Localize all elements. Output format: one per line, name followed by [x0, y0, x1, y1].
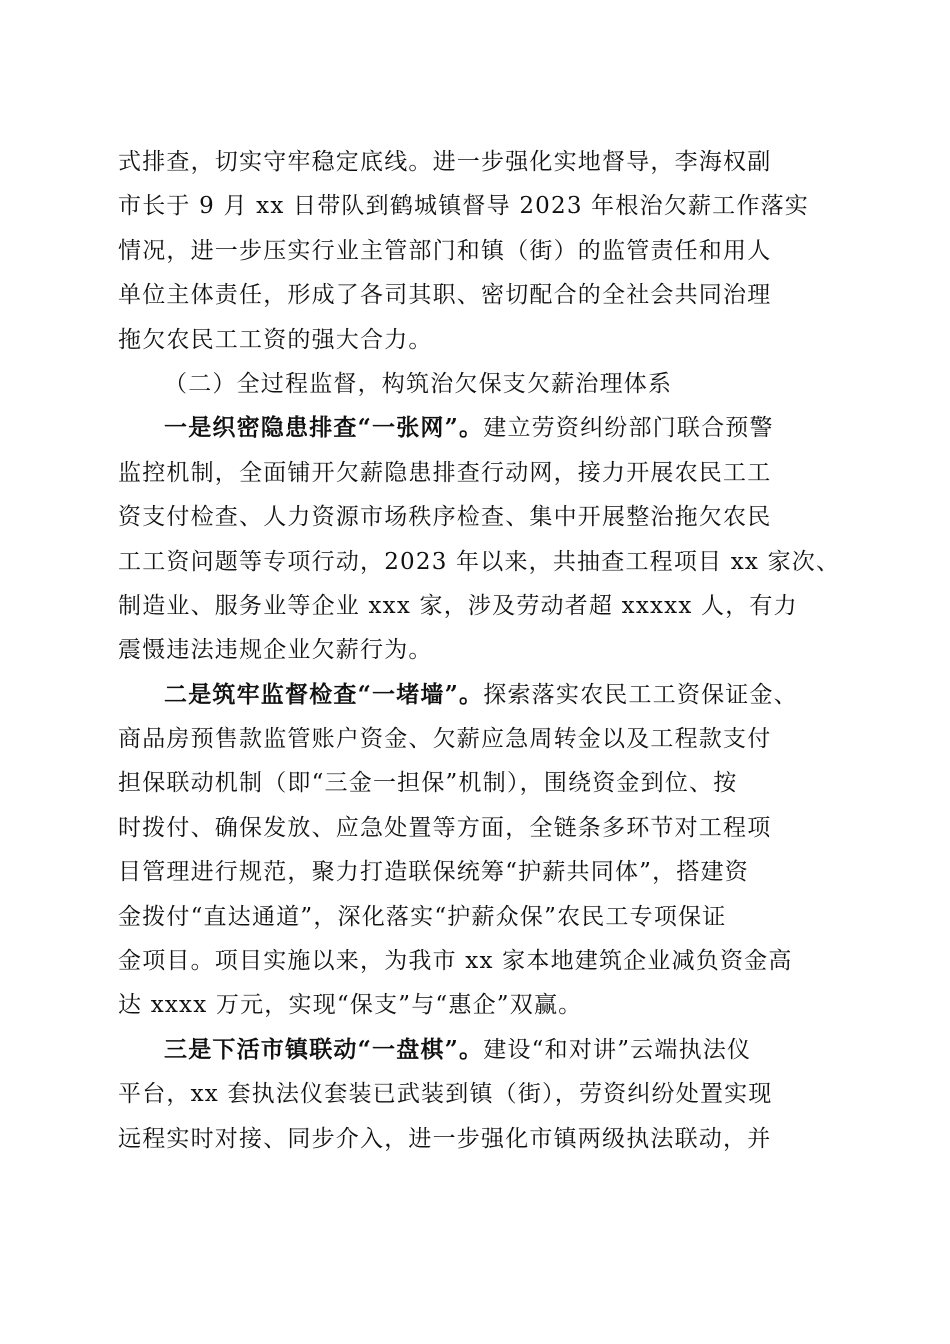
text-line: 远程实时对接、同步介入，进一步强化市镇两级执法联动，并: [118, 1125, 772, 1152]
text-line: 时拨付、确保发放、应急处置等方面，全链条多环节对工程项: [118, 814, 772, 841]
item-3-lead: 三是下活市镇联动“一盘棋”。: [164, 1035, 484, 1063]
text-line: [118, 1028, 830, 1072]
text-line: 达 xxxx 万元，实现“保支”与“惠企”双赢。: [118, 992, 583, 1019]
item-1-first-line: 建立劳资纠纷部门联合预警: [483, 415, 774, 442]
text-line: 式排查，切实守牢稳定底线。进一步强化实地督导，李海权副: [118, 149, 772, 175]
text-line: 资支付检查、人力资源市场秩序检查、集中开展整治拖欠农民: [118, 504, 772, 531]
text-line: 工工资问题等专项行动，2023 年以来，共抽查工程项目 xx 家次、: [118, 548, 841, 575]
text-line: [118, 673, 830, 717]
item-2-lead: 二是筑牢监督检查“一堵墙”。: [164, 680, 484, 708]
text-line: 商品房预售款监管账户资金、欠薪应急周转金以及工程款支付: [118, 726, 772, 753]
text-line: [118, 406, 830, 450]
text-line: 平台，xx 套执法仪套装已武装到镇（街），劳资纠纷处置实现: [118, 1081, 773, 1108]
item-3-first-line: 建设“和对讲”云端执法仪: [483, 1036, 752, 1063]
item-2-paragraph: [118, 673, 830, 1028]
item-3-paragraph: [118, 1028, 830, 1161]
text-line: 金拨付“直达通道”，深化落实“护薪众保”农民工专项保证: [118, 903, 727, 930]
text-line: 监控机制，全面铺开欠薪隐患排查行动网，接力开展农民工工: [118, 459, 772, 486]
item-1-paragraph: [118, 406, 841, 672]
text-line: 担保联动机制（即“三金一担保”机制），围绕资金到位、按: [118, 770, 738, 797]
text-line: 单位主体责任，形成了各司其职、密切配合的全社会共同治理: [118, 282, 772, 309]
text-line: 目管理进行规范，聚力打造联保统筹“护薪共同体”，搭建资: [118, 859, 749, 886]
text-line: 震慑违法违规企业欠薪行为。: [118, 637, 433, 664]
paragraph-continuation: [118, 140, 830, 362]
text-line: 情况，进一步压实行业主管部门和镇（街）的监管责任和用人: [118, 237, 772, 264]
item-2-first-line: 探索落实农民工工资保证金、: [483, 681, 798, 708]
text-line: 拖欠农民工工资的强大合力。: [118, 326, 433, 353]
document-body: [118, 140, 841, 1161]
text-line: 金项目。项目实施以来，为我市 xx 家本地建筑企业减负资金高: [118, 948, 793, 975]
text-line: 市长于 9 月 xx 日带队到鹤城镇督导 2023 年根治欠薪工作落实: [118, 193, 809, 220]
section-heading: （二）全过程监督，构筑治欠保支欠薪治理体系: [164, 370, 673, 397]
item-1-lead: 一是织密隐患排查“一张网”。: [164, 414, 484, 442]
text-line: 制造业、服务业等企业 xxx 家，涉及劳动者超 xxxxx 人，有力: [118, 592, 798, 619]
